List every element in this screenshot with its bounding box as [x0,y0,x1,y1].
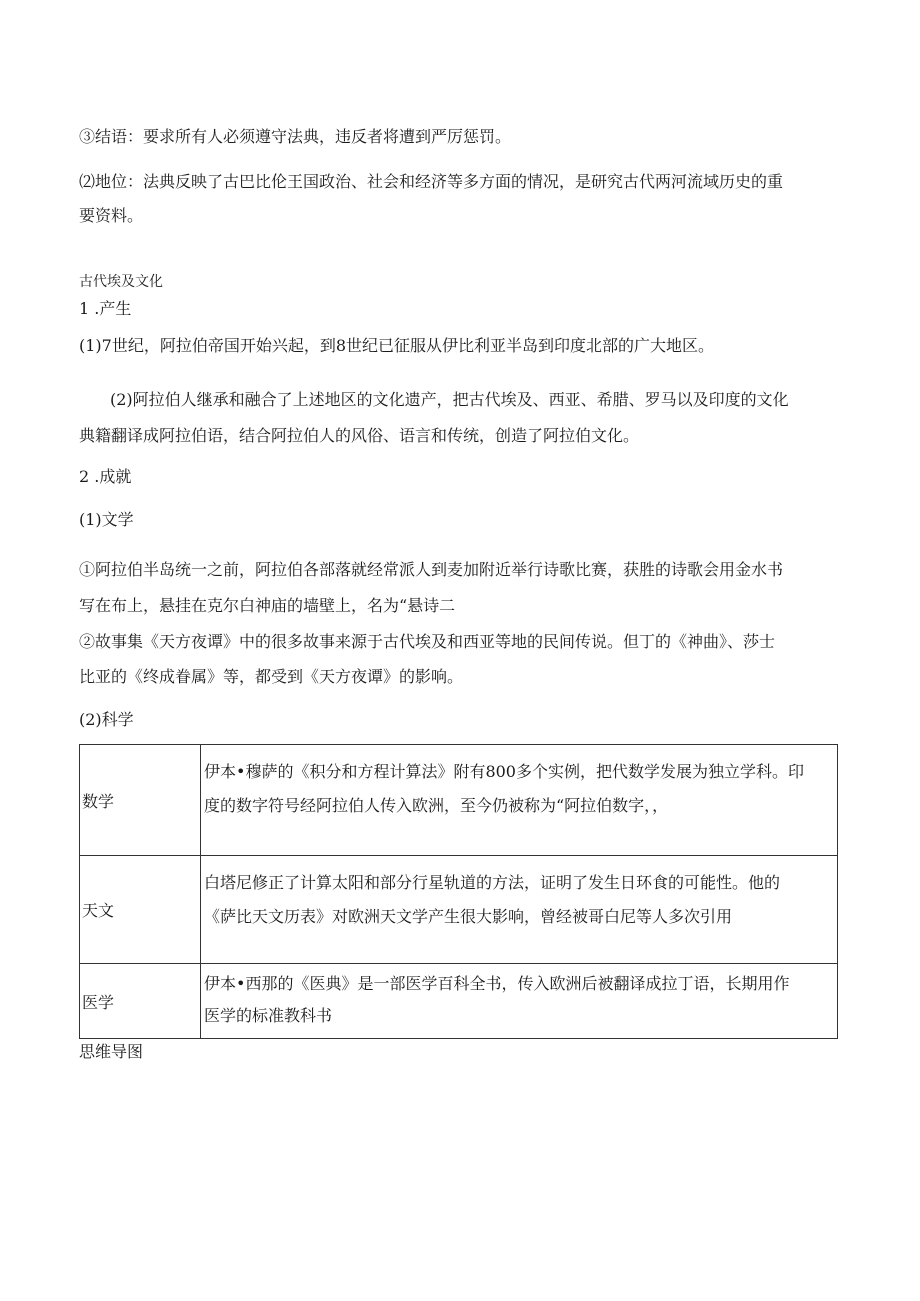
origin-heading: 1 .产生 [79,299,132,318]
table-row [80,745,838,856]
field-cell: 医学 [80,964,201,1039]
description-line: 《萨比天文历表》对欧洲天文学产生很大影响，曾经被哥白尼等人多次引用 [204,907,733,926]
description-line: 白塔尼修正了计算太阳和部分行星轨道的方法，证明了发生日环食的可能性。他的 [204,873,781,892]
literature-item-2-line-1: ②故事集《天方夜谭》中的很多故事来源于古代埃及和西亚等地的民间传说。但丁的《神曲》、莎士 [79,632,776,651]
science-heading: (2)科学 [79,710,134,729]
literature-item-1-line-1: ①阿拉伯半岛统一之前，阿拉伯各部落就经常派人到麦加附近举行诗歌比赛，获胜的诗歌会用金水书 [79,560,784,579]
description-cell [201,964,838,1039]
description-line: 伊本•西那的《医典》是一部医学百科全书，传入欧洲后被翻译成拉丁语，长期用作 [204,974,790,993]
description-line: 医学的标准教科书 [204,1006,333,1025]
status-text-line-2: 要资料。 [79,206,144,225]
origin-item-2-line-1: (2)阿拉伯人继承和融合了上述地区的文化遗产，把古代埃及、西亚、希腊、罗马以及印度的文化 [110,390,789,409]
description-line: 度的数字符号经阿拉伯人传入欧洲，至今仍被称为“阿拉伯数字，， [204,796,669,815]
table-row [80,856,838,964]
status-text-line-1: ⑵地位：法典反映了古巴比伦王国政治、社会和经济等多方面的情况，是研究古代两河流域历史的重 [79,172,784,191]
field-cell: 数学 [80,745,201,856]
achievement-heading: 2 .成就 [79,467,132,486]
description-cell [201,745,838,856]
conclusion-text: ③结语：要求所有人必须遵守法典，违反者将遭到严厉惩罚。 [79,127,512,146]
description-cell [201,856,838,964]
science-table [79,744,838,1039]
origin-item-1: (1)7世纪，阿拉伯帝国开始兴起，到8世纪已征服从伊比利亚半岛到印度北部的广大地区。 [79,336,715,355]
literature-heading: (1)文学 [79,510,134,529]
field-cell: 天文 [80,856,201,964]
mind-map-label: 思维导图 [79,1042,144,1061]
table-row [80,964,838,1039]
description-line: 伊本•穆萨的《积分和方程计算法》附有800多个实例，把代数学发展为独立学科。印 [204,762,804,781]
literature-item-1-line-2: 写在布上，悬挂在克尔白神庙的墙壁上，名为“悬诗二 [79,596,456,615]
origin-item-2-line-2: 典籍翻译成阿拉伯语，结合阿拉伯人的风俗、语言和传统，创造了阿拉伯文化。 [79,426,640,445]
literature-item-2-line-2: 比亚的《终成眷属》等，都受到《天方夜谭》的影响。 [79,667,464,686]
section-title: 古代埃及文化 [79,274,163,290]
